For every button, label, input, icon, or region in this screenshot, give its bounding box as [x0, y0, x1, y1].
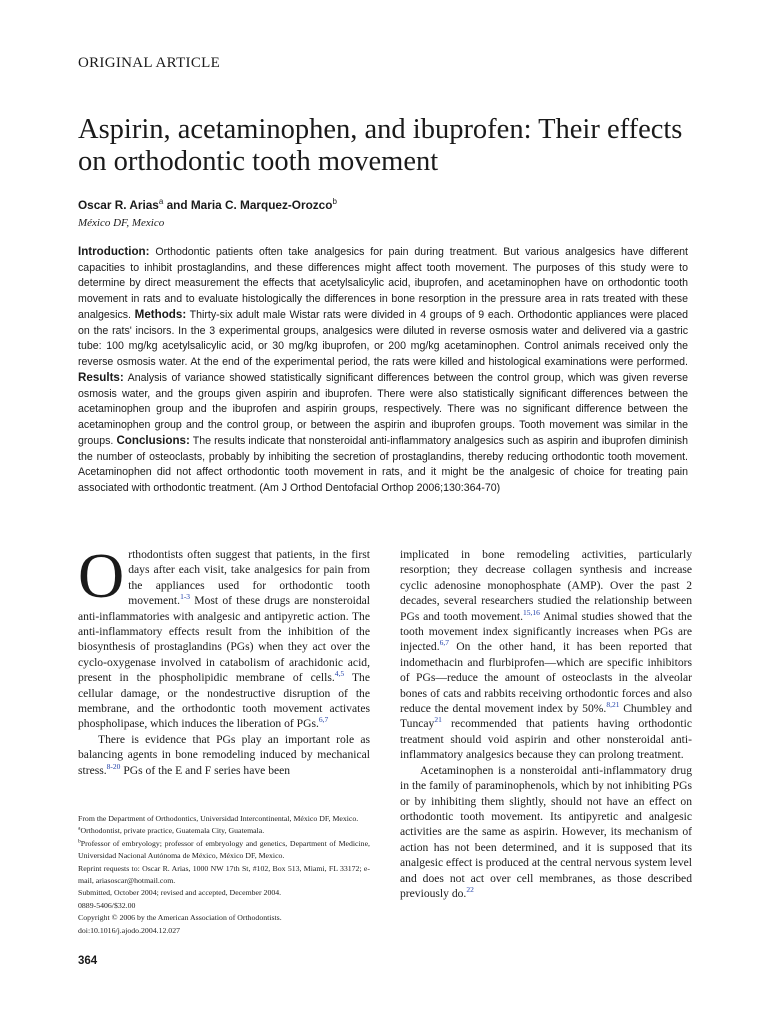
abstract-heading: Results: — [78, 371, 124, 384]
body-text: Most of these drugs are nonsteroidal anti-inflammatories with analgesic and antipyretic action. The anti-inflammatory effects result from the inhibition of the biosynthesis of prostaglandins (PGs) when they act over the cyclo-oxygenase involved in catabolism of arachidonic acid, present in the phospholipidic membrane of cells. — [78, 594, 370, 685]
footnote: From the Department of Orthodontics, Universidad Intercontinental, México DF, Mexico. — [78, 814, 359, 823]
citation-link[interactable]: 4,5 — [334, 669, 345, 679]
article-title: Aspirin, acetaminophen, and ibuprofen: Their effects on orthodontic tooth movement — [78, 114, 683, 177]
affiliation-marker: b — [332, 197, 337, 206]
abstract-text: Analysis of variance showed statistically significant differences between the control group, which was given reverse osmosis water, and the groups given aspirin and ibuprofen. There were also statistically significant differences between the acetaminophen group and the ibuprofen and aspirin groups, respectively. There was no significant difference between the acetaminophen group and the control group, or between the aspirin and ibuprofen groups. Tooth movement was similar in the groups. — [78, 372, 688, 447]
author-name: Maria C. Marquez-Orozco — [190, 197, 333, 212]
author-affiliation: México DF, Mexico — [78, 217, 165, 229]
footnote-marker: b — [78, 838, 81, 845]
body-text: Animal studies showed that the tooth movement index significantly increases when PGs are injected. — [400, 609, 692, 654]
citation-link[interactable]: 6,7 — [439, 638, 449, 648]
abstract — [78, 244, 688, 496]
abstract-text: The results indicate that nonsteroidal anti-inflammatory analgesics such as aspirin and ibuprofen diminish the number of osteoclasts, probably by inhibiting the secretion of prostaglandins, thereby reducing orthodontic tooth movement. Acetaminophen did not affect orthodontic tooth movement in rats, and it might be the analgesic of choice for treating pain associated with orthodontic treatment. (Am J Orthod Dentofacial Orthop 2006;130:364-70) — [78, 435, 688, 494]
abstract-heading: Methods: — [134, 308, 187, 321]
footnotes — [78, 813, 370, 937]
author-conjunction: and — [163, 197, 191, 212]
body-paragraph — [78, 732, 370, 778]
affiliation-marker: a — [158, 197, 164, 206]
body-column-left — [78, 540, 370, 778]
footnote: Reprint requests to: Oscar R. Arias, 1000 NW 17th St, #102, Box 513, Miami, FL 33172; e-mail, ariasoscar@hotmail.com. — [78, 863, 370, 886]
body-text: There is evidence that PGs play an important role as balancing agents in bone remodeling induced by mechanical stress. — [78, 732, 370, 777]
body-text: implicated in bone remodeling activities, particularly resorption; they decrease collagen synthesis and increase cyclic adenosine monophosphate (AMP). Over the past 2 decades, several researchers studied the relationship between PGs and tooth movement. — [400, 548, 692, 623]
page-number: 364 — [78, 955, 98, 967]
body-paragraph — [400, 763, 692, 902]
footnote-marker: a — [78, 825, 81, 832]
citation-link[interactable]: 8,21 — [606, 700, 620, 710]
footnote: Copyright © 2006 by the American Association of Orthodontists. — [78, 913, 282, 923]
citation-link[interactable]: 8-20 — [106, 761, 121, 771]
citation-link[interactable]: 1-3 — [180, 592, 191, 602]
footnote: 0889-5406/$32.00 — [78, 900, 136, 910]
body-text: Acetaminophen is a nonsteroidal anti-inflammatory drug in the family of paraminophenols, which by not inhibiting PGs or by inhibiting them slightly, should not have an effect on orthodontic tooth movement. Its antipyretic and analgesic activities are the same as aspirin. However, its mechanism of action has not been determined, and it is supposed that its analgesic effect is produced at the central nervous system level and does not act over cell membranes, as those described previously do. — [400, 763, 692, 900]
author-name: Oscar R. Arias — [78, 197, 159, 212]
citation-link[interactable]: 15,16 — [523, 607, 540, 617]
body-text: rthodontists often suggest that patients, in the first days after each visit, take analgesics for pain from the appliances used for orthodontic tooth movement. — [128, 548, 370, 608]
abstract-heading: Conclusions: — [116, 434, 190, 447]
footnote — [78, 838, 370, 863]
footnote: Submitted, October 2004; revised and accepted, December 2004. — [78, 888, 282, 898]
author-line — [78, 197, 337, 212]
abstract-text: Thirty-six adult male Wistar rats were divided in 4 groups of 9 each. Orthodontic appliances were placed on the rats' incisors. In the 3 experimental groups, analgesics were diluted in reverse osmosis water and delivered via a gastric tube: 100 mg/kg acetylsalicylic acid, or 30 mg/kg ibuprofen, or 200 mg/kg acetaminophen. Control animals received only the reverse osmosis water. At the end of the experimental period, the rats were killed and histological examinations were performed. — [78, 309, 688, 368]
doi-link[interactable]: doi:10.1016/j.ajodo.2004.12.027 — [78, 925, 181, 935]
citation-link[interactable]: 22 — [466, 885, 474, 895]
body-paragraph — [400, 547, 692, 763]
body-text: The cellular damage, or the nondestructive disruption of the membrane, and the orthodontic tooth movement activates phospholipase, which induces the liberation of PGs. — [78, 671, 370, 731]
body-paragraph — [78, 540, 370, 732]
footnote-text: Professor of embryology; professor of embryology and genetics, Department of Medicine, Universidad Nacional Autónoma de México, México DF, Mexico. — [78, 838, 370, 861]
footnote — [78, 825, 370, 837]
citation-link[interactable]: 21 — [434, 715, 442, 725]
body-text: Chumbley and Tuncay — [400, 702, 692, 731]
body-text: PGs of the E and F series have been — [120, 763, 291, 777]
abstract-heading: Introduction: — [78, 245, 150, 258]
body-column-right — [400, 547, 692, 901]
footnote-text: Orthodontist, private practice, Guatemala City, Guatemala. — [80, 826, 265, 836]
body-text: On the other hand, it has been reported that indomethacin and flurbiprofen—which are specific inhibitors of PGs—reduce the amount of osteoclasts in the alveolar bones of cats and rabbits receiving orthodontic forces and also reduce the dental movement index by 50%. — [400, 640, 692, 716]
abstract-text: Orthodontic patients often take analgesics for pain during treatment. But various analgesics have different capacities to inhibit prostaglandins, and these differences might affect tooth movement. The purposes of this study were to determine by direct measurement the effects that acetylsalicylic acid, ibuprofen, and acetaminophen have on orthodontic tooth movement in rats and to evaluate histologically the differences in bone resorption in the pressure area in rats treated with these analgesics. — [78, 246, 688, 321]
section-label: ORIGINAL ARTICLE — [78, 55, 221, 71]
body-text: recommended that patients having orthodontic treatment should void aspirin and other nonsteroidal anti-inflammatory analgesics because they can prolong treatment. — [400, 717, 692, 762]
drop-cap: O — [78, 540, 125, 611]
citation-link[interactable]: 6,7 — [318, 715, 329, 725]
